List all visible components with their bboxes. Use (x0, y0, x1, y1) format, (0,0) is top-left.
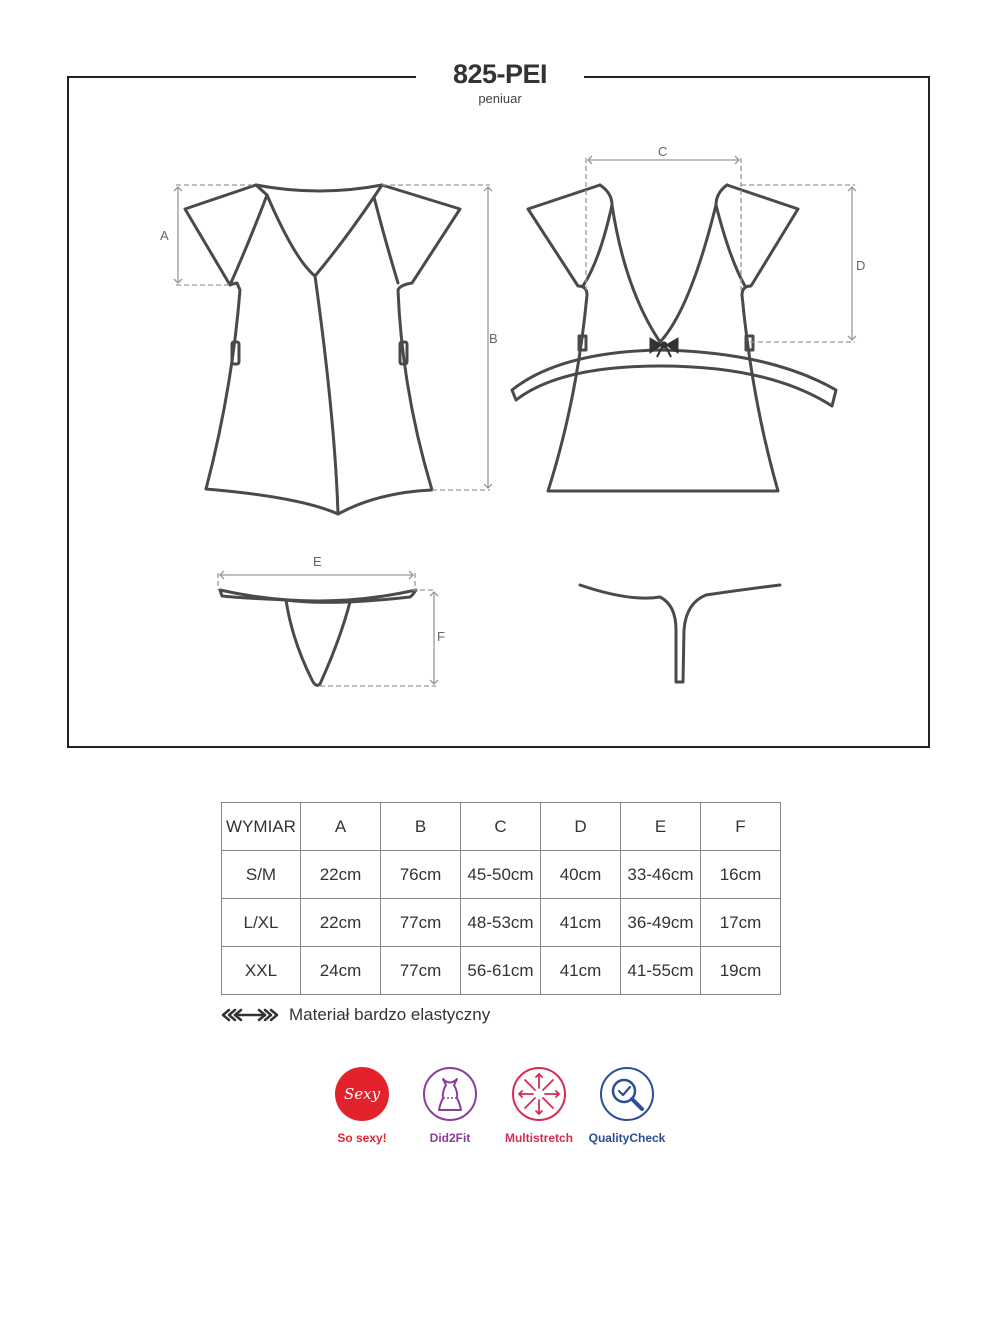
dim-label-a: A (160, 228, 169, 243)
dim-label-c: C (658, 144, 668, 159)
badge-label: Did2Fit (429, 1131, 471, 1145)
table-cell: 41cm (541, 947, 621, 995)
table-cell: XXL (222, 947, 301, 995)
table-cell: 40cm (541, 851, 621, 899)
table-cell: 33-46cm (621, 851, 701, 899)
table-header-cell: B (381, 803, 461, 851)
table-cell: 45-50cm (461, 851, 541, 899)
table-cell: 77cm (381, 947, 461, 995)
table-cell: 41cm (541, 899, 621, 947)
table-cell: 36-49cm (621, 899, 701, 947)
bow-icon (650, 338, 678, 357)
badge-multistretch (494, 1066, 584, 1145)
table-header-cell: E (621, 803, 701, 851)
table-header-cell: C (461, 803, 541, 851)
robe-front-drawing (185, 185, 460, 514)
table-header-cell: A (301, 803, 381, 851)
badge-so-sexy (317, 1066, 407, 1145)
table-cell: 24cm (301, 947, 381, 995)
table-row (222, 947, 781, 995)
product-type: peniuar (478, 91, 522, 106)
robe-back-drawing (512, 185, 836, 491)
table-header-row (222, 803, 781, 851)
badge-label: So sexy! (337, 1131, 387, 1145)
table-cell: 56-61cm (461, 947, 541, 995)
table-cell: 77cm (381, 899, 461, 947)
table-cell: L/XL (222, 899, 301, 947)
dim-label-d: D (856, 258, 866, 273)
product-code: 825-PEI (452, 59, 548, 89)
table-row (222, 899, 781, 947)
table-header-cell: WYMIAR (222, 803, 301, 851)
table-header-cell: D (541, 803, 621, 851)
dress-icon (422, 1066, 478, 1122)
product-header (416, 56, 584, 112)
size-table (221, 802, 781, 995)
table-cell: 48-53cm (461, 899, 541, 947)
table-cell: 17cm (701, 899, 781, 947)
badge-label: Multistretch (504, 1131, 573, 1145)
sexy-icon-text: Sexy (343, 1085, 381, 1103)
magnifier-check-icon (599, 1066, 655, 1122)
badge-quality-check (582, 1066, 672, 1145)
thong-front-drawing (220, 590, 416, 685)
badge-did2fit (405, 1066, 495, 1145)
dim-label-f: F (437, 629, 445, 644)
elastic-note-text: Materiał bardzo elastyczny (289, 1005, 491, 1024)
elastic-note (221, 1004, 490, 1026)
sexy-icon (334, 1066, 390, 1122)
badge-label: QualityCheck (588, 1131, 666, 1145)
table-cell: 19cm (701, 947, 781, 995)
table-row (222, 851, 781, 899)
table-cell: 41-55cm (621, 947, 701, 995)
table-header-cell: F (701, 803, 781, 851)
table-cell: 22cm (301, 899, 381, 947)
table-cell: 16cm (701, 851, 781, 899)
table-cell: 76cm (381, 851, 461, 899)
table-cell: 22cm (301, 851, 381, 899)
feature-badges (320, 1066, 680, 1156)
table-cell: S/M (222, 851, 301, 899)
dim-label-b: B (489, 331, 498, 346)
thong-back-drawing (580, 585, 780, 682)
dim-label-e: E (313, 554, 322, 569)
stretch-arrow-icon (221, 1008, 279, 1022)
stretch-icon (511, 1066, 567, 1122)
dimension-arrows (174, 156, 856, 684)
dimension-guides (176, 158, 855, 686)
